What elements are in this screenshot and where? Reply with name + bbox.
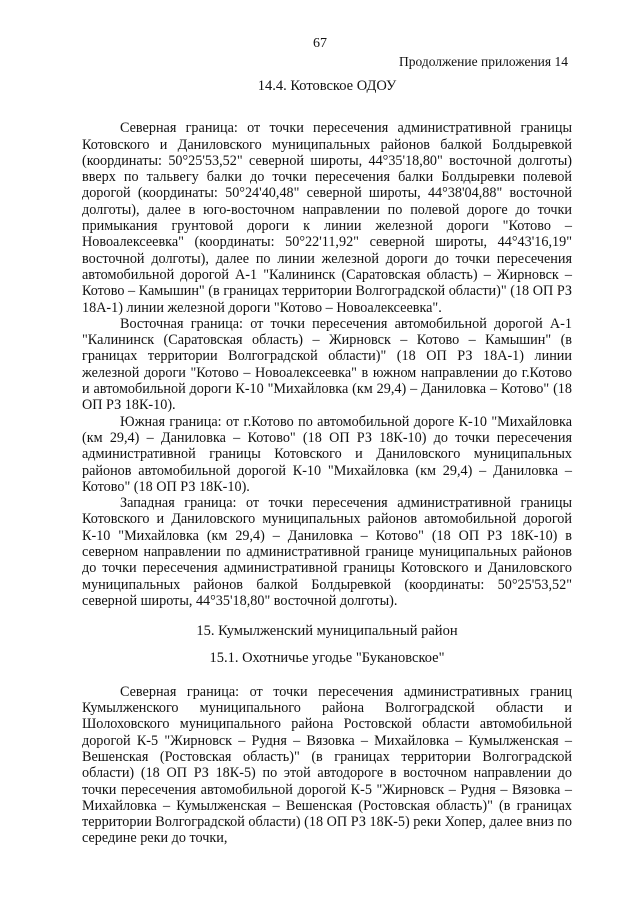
paragraph-east-border-14-4: Восточная граница: от точки пересечения автомобильной дорогой А-1 "Калининск (Саратовская область) – Жирновск – Котово – Камышин" (в границах территории Волгоградской области)" (18 ОП РЗ 18А-1) линии железной дороги "Котово – Новоалексеевка" в южном направлении до г.Котово и автомобильной дороги К-10 "Михайловка (км 29,4) – Даниловка – Котово" (18 ОП РЗ 18К-10). (82, 315, 572, 414)
paragraph-north-border-15-1: Северная граница: от точки пересечения административных границ Кумылженского муниципального района Волгоградской области и Шолоховского муниципального района Ростовской области автомобильной дорогой К-5 "Жирновск – Рудня – Вязовка – Михайловка – Кумылженская – Вешенская (Ростовская область)" (в границах территории Волгоградской области) (18 ОП РЗ 18К-5) по этой автодороге в восточном направлении до точки пересечения автомобильной дорогой К-5 "Жирновск – Рудня – Вязовка – Михайловка – Кумылженская – Вешенская (Ростовская область)" (в границах территории Волгоградской области) (18 ОП РЗ 18К-5) реки Хопер, далее вниз по середине реки до точки, (82, 683, 572, 847)
appendix-note: Продолжение приложения 14 (398, 54, 568, 69)
section-heading-15-1: 15.1. Охотничье угодье "Букановское" (209, 649, 445, 666)
paragraph-west-border-14-4: Западная граница: от точки пересечения административной границы Котовского и Даниловского муниципальных районов автомобильной дорогой К-10 "Михайловка (км 29,4) – Даниловка – Котово" (18 ОП РЗ 18К-10) в северном направлении по административной границе муниципальных районов до точки пересечения административной границы Котовского и Даниловского муниципальных районов балкой Болдыревкой (координаты: 50°25'53,52" северной широты, 44°35'18,80" восточной долготы). (82, 495, 572, 609)
section-heading-15: 15. Кумылженский муниципальный район (196, 623, 458, 640)
paragraph-north-border-14-4: Северная граница: от точки пересечения административной границы Котовского и Даниловского муниципальных районов балкой Болдыревкой (координаты: 50°25'53,52" северной широты, 44°35'18,80" восточной долготы) вверх по тальвегу балки до точки пересечения балки Болдыревки полевой дорогой (координаты: 50°24'40,48" северной широты, 44°38'04,88" восточной долготы), далее в юго-восточном направлении по полевой дороге до точки примыкания грунтовой дороги к линии железной дороги "Котово – Новоалексеевка" (координаты: 50°22'11,92" северной широты, 44°43'16,19" восточной долготы), далее по линии железной дороги до точки пересечения автомобильной дорогой А-1 "Калининск (Саратовская область) – Жирновск – Котово – Камышин" (в границах территории Волгоградской области)" (18 ОП РЗ 18А-1) линии железной дороги "Котово – Новоалексеевка". (82, 120, 572, 316)
paragraph-south-border-14-4: Южная граница: от г.Котово по автомобильной дороге К-10 "Михайловка (км 29,4) – Даниловка – Котово" (18 ОП РЗ 18К-10) до точки пересечения административной границы Котовского и Даниловского муниципальных районов автомобильной дорогой К-10 "Михайловка (км 29,4) – Даниловка – Котово" (18 ОП РЗ 18К-10). (82, 413, 572, 495)
page-number: 67 (313, 36, 327, 51)
section-heading-14-4: 14.4. Котовское ОДОУ (257, 78, 397, 94)
document-body (82, 70, 572, 847)
